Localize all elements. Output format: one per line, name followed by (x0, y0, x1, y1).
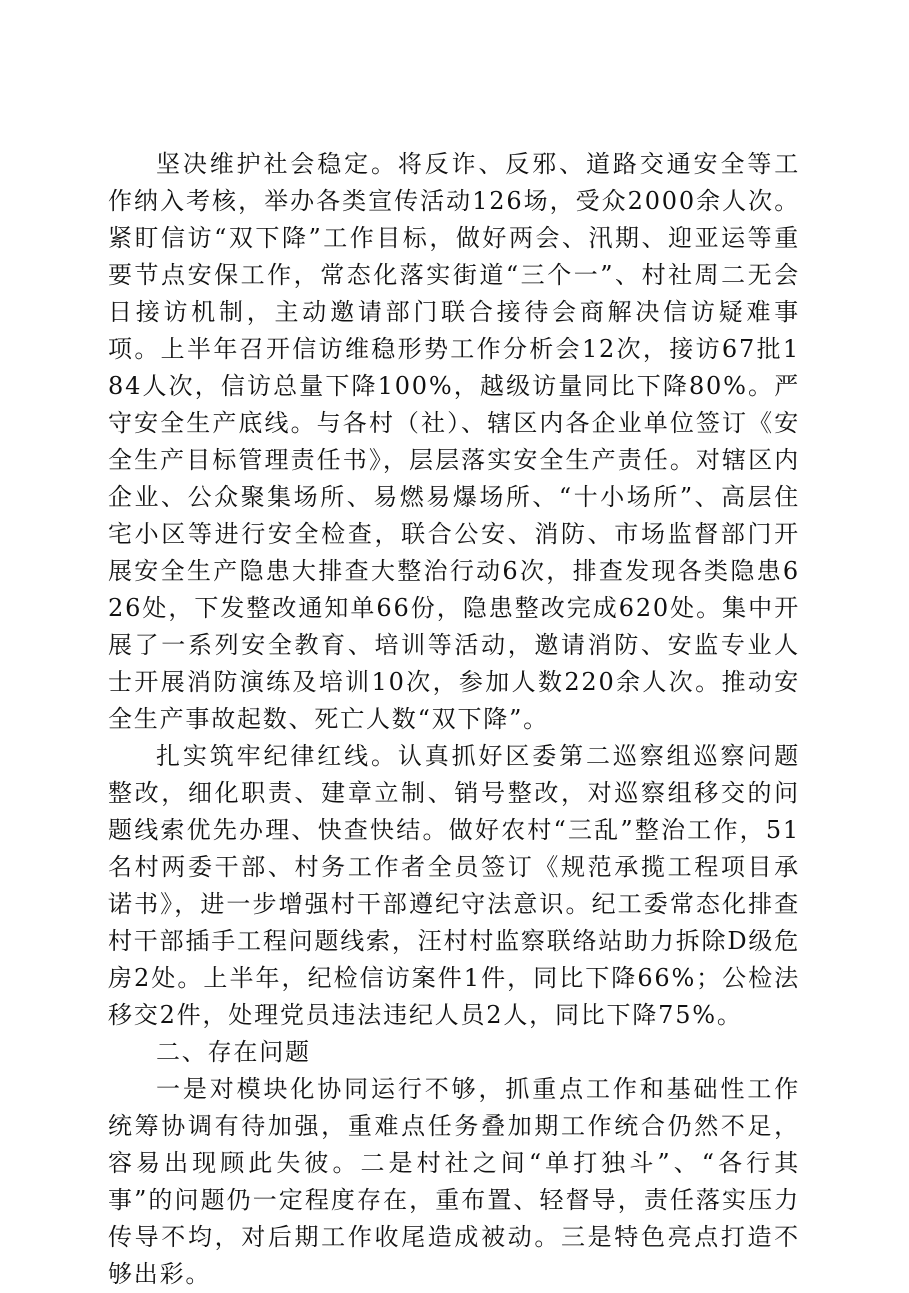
document-body (108, 146, 800, 1293)
paragraph-discipline: 扎实筑牢纪律红线。认真抓好区委第二巡察组巡察问题整改，细化职责、建章立制、销号整改，对巡察组移交的问题线索优先办理、快查快结。做好农村“三乱”整治工作，51名村两委干部、村务工作者全员签订《规范承揽工程项目承诺书》，进一步增强村干部遵纪守法意识。纪工委常态化排查村干部插手工程问题线索，汪村村监察联络站助力拆除D级危房2处。上半年，纪检信访案件1件，同比下降66%；公检法移交2件，处理党员违法违纪人员2人，同比下降75%。 (108, 742, 800, 1029)
section-heading-problems: 二、存在问题 (156, 1038, 311, 1066)
paragraph-social-stability: 坚决维护社会稳定。将反诈、反邪、道路交通安全等工作纳入考核，举办各类宣传活动126场，受众2000余人次。紧盯信访“双下降”工作目标，做好两会、汛期、迎亚运等重要节点安保工作，常态化落实街道“三个一”、村社周二无会日接访机制，主动邀请部门联合接待会商解决信访疑难事项。上半年召开信访维稳形势工作分析会12次，接访67批184人次，信访总量下降100%，越级访量同比下降80%。严守安全生产底线。与各村（社）、辖区内各企业单位签订《安全生产目标管理责任书》，层层落实安全生产责任。对辖区内企业、公众聚集场所、易燃易爆场所、“十小场所”、高层住宅小区等进行安全检查，联合公安、消防、市场监督部门开展安全生产隐患大排查大整治行动6次，排查发现各类隐患626处，下发整改通知单66份，隐患整改完成620处。集中开展了一系列安全教育、培训等活动，邀请消防、安监专业人士开展消防演练及培训10次，参加人数220余人次。推动安全生产事故起数、死亡人数“双下降”。 (108, 150, 800, 733)
paragraph-problems: 一是对模块化协同运行不够，抓重点工作和基础性工作统筹协调有待加强，重难点任务叠加期工作统合仍然不足，容易出现顾此失彼。二是村社之间“单打独斗”、“各行其事”的问题仍一定程度存在，重布置、轻督导，责任落实压力传导不均，对后期工作收尾造成被动。三是特色亮点打造不够出彩。 (108, 1075, 800, 1288)
